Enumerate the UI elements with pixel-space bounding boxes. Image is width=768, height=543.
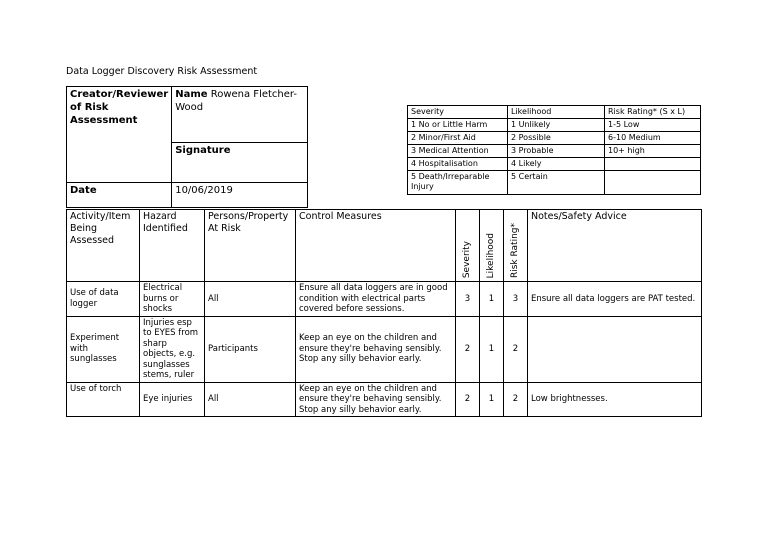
key-rating: 6-10 Medium <box>605 132 701 145</box>
row-activity: Use of torch <box>67 382 140 417</box>
key-likelihood: 3 Probable <box>508 145 605 158</box>
header-severity: Severity <box>462 240 473 278</box>
row-severity: 2 <box>456 316 480 382</box>
row-notes <box>528 316 702 382</box>
key-row <box>408 158 701 171</box>
header-notes: Notes/Safety Advice <box>528 210 702 282</box>
row-hazard: Electrical burns or shocks <box>140 282 205 317</box>
row-risk: 2 <box>504 316 528 382</box>
key-rating <box>605 171 701 195</box>
key-rating <box>605 158 701 171</box>
assessment-header-row <box>67 210 702 282</box>
key-header-severity: Severity <box>408 106 508 119</box>
creator-table <box>66 86 308 208</box>
key-likelihood: 1 Unlikely <box>508 119 605 132</box>
header-hazard: Hazard Identified <box>140 210 205 282</box>
creator-label: Creator/Reviewer of Risk Assessment <box>67 87 172 183</box>
name-cell <box>172 87 308 143</box>
table-row <box>67 382 702 417</box>
key-rating: 10+ high <box>605 145 701 158</box>
key-rating: 1-5 Low <box>605 119 701 132</box>
row-controls: Keep an eye on the children and ensure they're behaving sensibly. Stop any silly behavior early. <box>296 382 456 417</box>
key-row <box>408 119 701 132</box>
header-risk-cell <box>504 210 528 282</box>
key-row <box>408 171 701 195</box>
header-likelihood-cell <box>480 210 504 282</box>
row-controls: Ensure all data loggers are in good condition with electrical parts covered before sessions. <box>296 282 456 317</box>
row-activity: Experiment with sunglasses <box>67 316 140 382</box>
row-hazard: Injuries esp to EYES from sharp objects, e.g. sunglasses stems, ruler <box>140 316 205 382</box>
row-severity: 3 <box>456 282 480 317</box>
date-label: Date <box>67 183 172 208</box>
date-value: 10/06/2019 <box>172 183 308 208</box>
row-risk: 2 <box>504 382 528 417</box>
risk-key-table <box>407 105 701 195</box>
row-persons: All <box>205 282 296 317</box>
key-header-row <box>408 106 701 119</box>
key-severity: 5 Death/Irreparable Injury <box>408 171 508 195</box>
key-severity: 3 Medical Attention <box>408 145 508 158</box>
header-severity-cell <box>456 210 480 282</box>
row-likelihood: 1 <box>480 382 504 417</box>
table-row <box>67 316 702 382</box>
row-likelihood: 1 <box>480 316 504 382</box>
row-hazard: Eye injuries <box>140 382 205 417</box>
table-row <box>67 282 702 317</box>
row-severity: 2 <box>456 382 480 417</box>
row-notes: Low brightnesses. <box>528 382 702 417</box>
header-risk: Risk Rating* <box>510 222 521 278</box>
row-controls: Keep an eye on the children and ensure they're behaving sensibly. Stop any silly behavior early. <box>296 316 456 382</box>
key-severity: 4 Hospitalisation <box>408 158 508 171</box>
row-notes: Ensure all data loggers are PAT tested. <box>528 282 702 317</box>
key-likelihood: 5 Certain <box>508 171 605 195</box>
key-likelihood: 4 Likely <box>508 158 605 171</box>
name-value: Rowena Fletcher-Wood <box>175 89 297 113</box>
row-activity: Use of data logger <box>67 282 140 317</box>
key-row <box>408 145 701 158</box>
key-severity: 1 No or Little Harm <box>408 119 508 132</box>
row-risk: 3 <box>504 282 528 317</box>
signature-label: Signature <box>172 143 308 183</box>
name-label: Name <box>175 89 208 100</box>
header-activity: Activity/Item Being Assessed <box>67 210 140 282</box>
header-controls: Control Measures <box>296 210 456 282</box>
header-persons: Persons/Property At Risk <box>205 210 296 282</box>
key-row <box>408 132 701 145</box>
row-persons: All <box>205 382 296 417</box>
key-severity: 2 Minor/First Aid <box>408 132 508 145</box>
row-persons: Participants <box>205 316 296 382</box>
row-likelihood: 1 <box>480 282 504 317</box>
key-header-likelihood: Likelihood <box>508 106 605 119</box>
key-likelihood: 2 Possible <box>508 132 605 145</box>
header-likelihood: Likelihood <box>486 232 497 278</box>
assessment-table <box>66 209 702 417</box>
key-header-rating: Risk Rating* (S x L) <box>605 106 701 119</box>
document-title: Data Logger Discovery Risk Assessment <box>66 66 258 77</box>
